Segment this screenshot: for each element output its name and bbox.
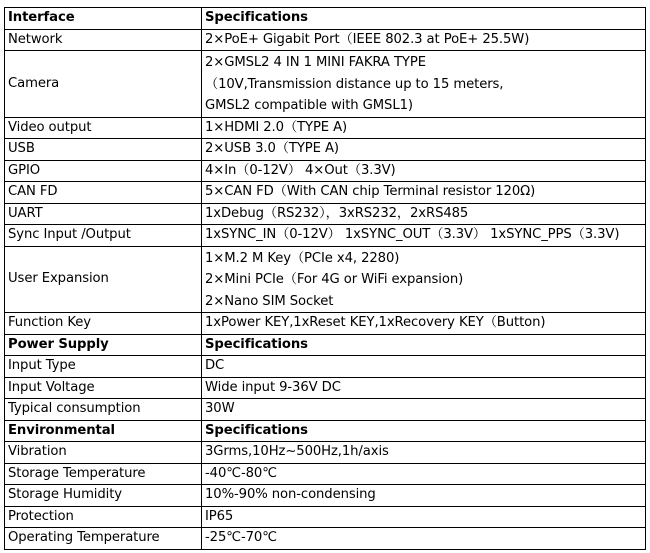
- table-row: [5, 377, 646, 399]
- spec-value: 1xPower KEY,1xReset KEY,1xRecovery KEY（Button): [202, 313, 646, 335]
- spec-label: CAN FD: [5, 182, 202, 204]
- spec-value-line: 1×M.2 M Key（PCIe x4, 2280): [205, 250, 400, 266]
- spec-label: Video output: [5, 117, 202, 139]
- section-header-row: [5, 420, 646, 442]
- spec-label: Input Type: [5, 356, 202, 378]
- section-column-header: Specifications: [202, 334, 646, 356]
- section-column-header: Specifications: [202, 420, 646, 442]
- spec-value-line: GMSL2 compatible with GMSL1): [205, 98, 413, 113]
- spec-label: User Expansion: [5, 246, 202, 313]
- table-row: [5, 356, 646, 378]
- spec-value-line: （10V,Transmission distance up to 15 meters,: [205, 76, 504, 92]
- spec-label: USB: [5, 139, 202, 161]
- table-row: [5, 399, 646, 421]
- spec-value: [202, 246, 646, 313]
- spec-label: Network: [5, 29, 202, 51]
- spec-value: 1×HDMI 2.0（TYPE A): [202, 117, 646, 139]
- spec-value-line: 2×Mini PCIe（For 4G or WiFi expansion): [205, 272, 464, 287]
- spec-label: Input Voltage: [5, 377, 202, 399]
- spec-value: 2×PoE+ Gigabit Port（IEEE 802.3 at PoE+ 25.5W): [202, 29, 646, 51]
- spec-value: 2×USB 3.0（TYPE A): [202, 139, 646, 161]
- table-row: [5, 528, 646, 550]
- spec-value: IP65: [202, 506, 646, 528]
- spec-value: Wide input 9-36V DC: [202, 377, 646, 399]
- table-row: [5, 139, 646, 161]
- section-title: Interface: [5, 8, 202, 30]
- table-row: [5, 463, 646, 485]
- section-title: Environmental: [5, 420, 202, 442]
- table-row: [5, 182, 646, 204]
- spec-value-line: 2×Nano SIM Socket: [205, 293, 334, 309]
- spec-value: 3Grms,10Hz~500Hz,1h/axis: [202, 442, 646, 464]
- specifications-table: [4, 7, 646, 550]
- spec-label: Function Key: [5, 313, 202, 335]
- spec-label: Typical consumption: [5, 399, 202, 421]
- spec-value: 5×CAN FD（With CAN chip Terminal resistor 120Ω): [202, 182, 646, 204]
- spec-label: Storage Humidity: [5, 485, 202, 507]
- spec-value: DC: [202, 356, 646, 378]
- section-header-row: [5, 8, 646, 30]
- table-row: [5, 246, 646, 313]
- table-row: [5, 51, 646, 118]
- table-row: [5, 225, 646, 247]
- spec-label: Storage Temperature: [5, 463, 202, 485]
- spec-label: UART: [5, 203, 202, 225]
- spec-label: Sync Input /Output: [5, 225, 202, 247]
- section-header-row: [5, 334, 646, 356]
- table-row: [5, 506, 646, 528]
- table-row: [5, 117, 646, 139]
- section-column-header: Specifications: [202, 8, 646, 30]
- table-row: [5, 313, 646, 335]
- spec-label: Operating Temperature: [5, 528, 202, 550]
- spec-label: GPIO: [5, 160, 202, 182]
- spec-value: 30W: [202, 399, 646, 421]
- table-row: [5, 160, 646, 182]
- spec-value: -25℃-70℃: [202, 528, 646, 550]
- spec-label: Protection: [5, 506, 202, 528]
- table-row: [5, 485, 646, 507]
- spec-value: 10%-90% non-condensing: [202, 485, 646, 507]
- specifications-table-body: [5, 8, 646, 550]
- spec-value: -40℃-80℃: [202, 463, 646, 485]
- spec-label: Camera: [5, 51, 202, 118]
- spec-value: 1xSYNC_IN（0-12V） 1xSYNC_OUT（3.3V） 1xSYNC_PPS（3.3V): [202, 225, 646, 247]
- table-row: [5, 29, 646, 51]
- table-row: [5, 203, 646, 225]
- spec-value: 4×In（0-12V） 4×Out（3.3V): [202, 160, 646, 182]
- table-row: [5, 442, 646, 464]
- spec-value: [202, 51, 646, 118]
- spec-label: Vibration: [5, 442, 202, 464]
- section-title: Power Supply: [5, 334, 202, 356]
- spec-value: 1xDebug（RS232），3xRS232，2xRS485: [202, 203, 646, 225]
- spec-value-line: 2×GMSL2 4 IN 1 MINI FAKRA TYPE: [205, 55, 426, 70]
